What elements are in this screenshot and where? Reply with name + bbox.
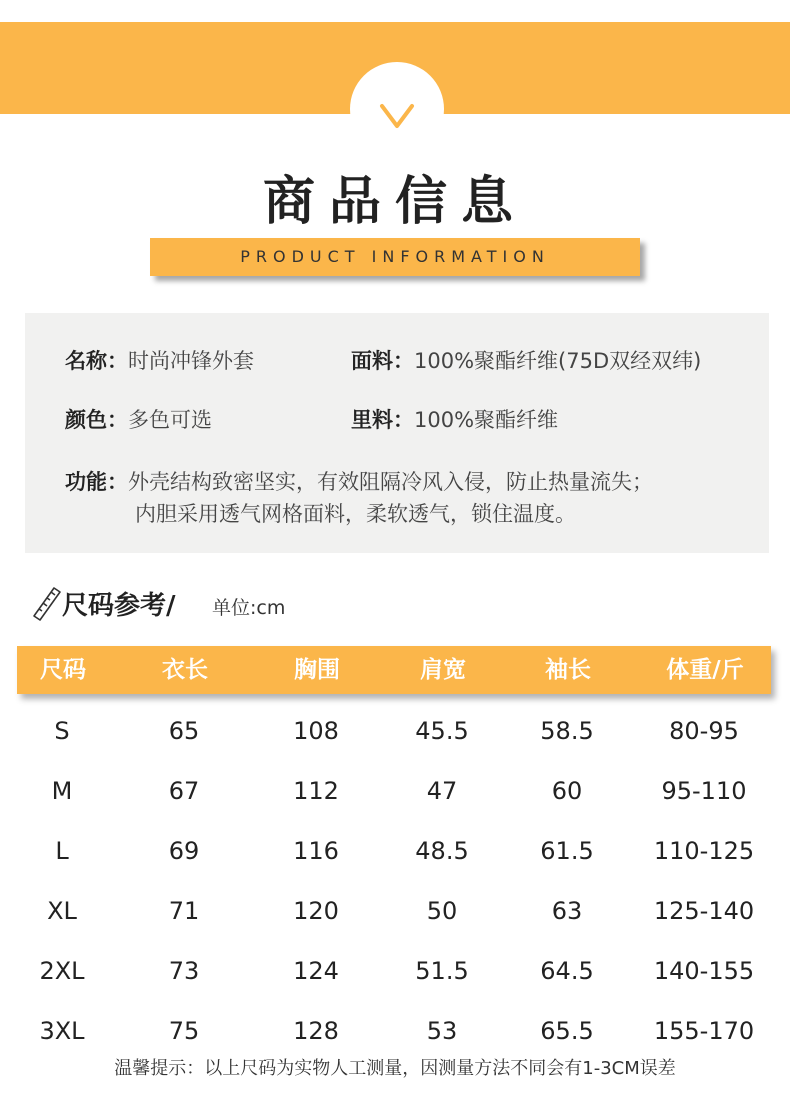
info-function-line2: 内胆采用透气网格面料，柔软透气，锁住温度。: [135, 502, 576, 526]
size-unit-label: 单位:cm: [212, 597, 286, 619]
table-cell: 58.5: [540, 717, 594, 745]
table-row: [0, 1011, 790, 1051]
table-cell: S: [54, 717, 70, 745]
header-length: 衣长: [162, 657, 208, 683]
table-cell: 53: [426, 1017, 458, 1045]
table-cell: 128: [293, 1017, 339, 1045]
header-sleeve: 袖长: [545, 657, 591, 683]
table-cell: 95-110: [661, 777, 747, 805]
table-cell: L: [55, 837, 69, 865]
table-row: [0, 831, 790, 871]
table-row: [0, 711, 790, 751]
ruler-icon: [32, 586, 62, 624]
table-cell: 48.5: [415, 837, 469, 865]
table-row: [0, 951, 790, 991]
table-cell: 110-125: [653, 837, 755, 865]
info-lining-key: 里料：: [351, 408, 414, 432]
table-cell: 65.5: [540, 1017, 594, 1045]
table-cell: 50: [426, 897, 458, 925]
info-name: [65, 346, 254, 376]
table-cell: 61.5: [540, 837, 594, 865]
info-name-key: 名称：: [65, 349, 128, 373]
table-cell: 3XL: [39, 1017, 85, 1045]
page-title: 商品信息: [262, 172, 527, 232]
table-cell: 112: [293, 777, 339, 805]
table-cell: 73: [168, 957, 200, 985]
table-cell: 120: [293, 897, 339, 925]
header-chest: 胸围: [294, 657, 340, 683]
info-function: [65, 467, 653, 497]
table-cell: 47: [426, 777, 458, 805]
table-cell: M: [51, 777, 73, 805]
table-cell: 45.5: [415, 717, 469, 745]
info-fabric: [351, 346, 701, 376]
table-cell: 64.5: [540, 957, 594, 985]
info-fabric-value: 100%聚酯纤维(75D双经双纬): [414, 349, 702, 373]
table-row: [0, 891, 790, 931]
info-function-cont: [135, 499, 576, 529]
info-function-line1: 外壳结构致密坚实，有效阻隔冷风入侵，防止热量流失；: [128, 470, 653, 494]
info-lining: [351, 405, 558, 435]
header-shoulder: 肩宽: [420, 657, 466, 683]
table-cell: 67: [168, 777, 200, 805]
header-size: 尺码: [40, 657, 86, 683]
info-fabric-key: 面料：: [351, 349, 414, 373]
info-color: [65, 405, 212, 435]
table-cell: 125-140: [653, 897, 755, 925]
table-cell: 63: [551, 897, 583, 925]
table-cell: 124: [293, 957, 339, 985]
table-cell: 65: [168, 717, 200, 745]
table-cell: 60: [551, 777, 583, 805]
size-table-header: [17, 646, 771, 694]
table-cell: 116: [293, 837, 339, 865]
measurement-note: 温馨提示：以上尺码为实物人工测量，因测量方法不同会有1-3CM误差: [114, 1058, 676, 1079]
size-section-title: 尺码参考/: [62, 591, 176, 621]
table-cell: 140-155: [653, 957, 755, 985]
table-cell: 80-95: [669, 717, 739, 745]
info-function-key: 功能：: [65, 470, 128, 494]
header-weight: 体重/斤: [666, 657, 744, 683]
table-cell: 51.5: [415, 957, 469, 985]
table-row: [0, 771, 790, 811]
chevron-down-icon: [376, 96, 418, 136]
info-color-value: 多色可选: [128, 408, 212, 432]
table-cell: 108: [293, 717, 339, 745]
info-lining-value: 100%聚酯纤维: [414, 408, 559, 432]
product-info-box: [25, 313, 769, 553]
table-cell: 2XL: [39, 957, 85, 985]
info-color-key: 颜色：: [65, 408, 128, 432]
table-cell: 69: [168, 837, 200, 865]
table-cell: 155-170: [653, 1017, 755, 1045]
table-cell: XL: [47, 897, 77, 925]
table-cell: 75: [168, 1017, 200, 1045]
table-cell: 71: [168, 897, 200, 925]
info-name-value: 时尚冲锋外套: [128, 349, 254, 373]
page-subtitle: PRODUCT INFORMATION: [240, 247, 550, 266]
